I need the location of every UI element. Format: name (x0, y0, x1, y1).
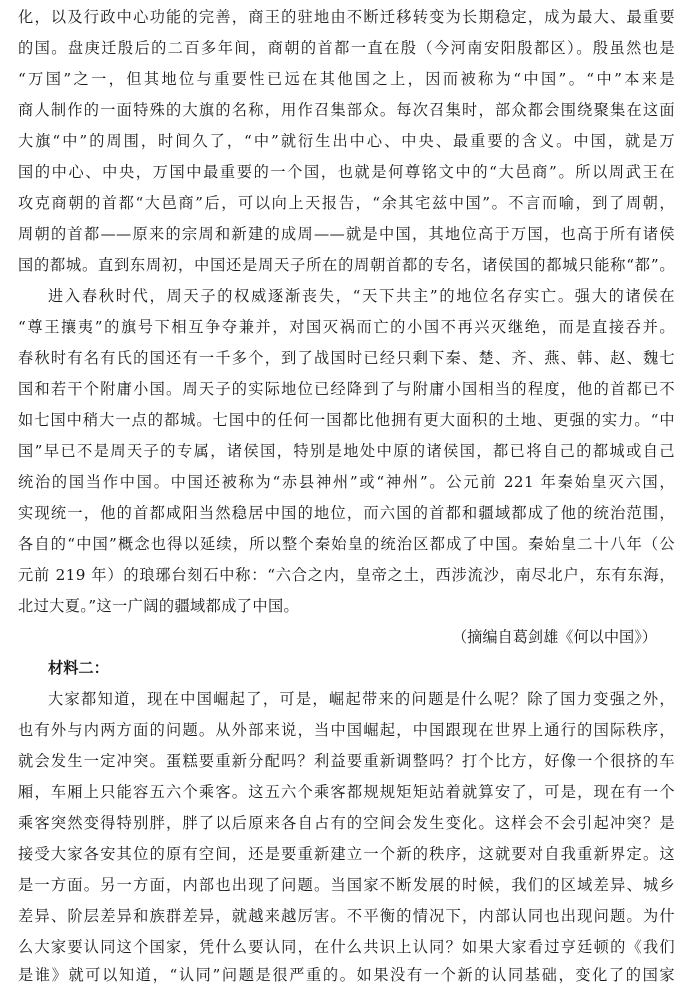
text-line: 是谁》就可以知道，“认同”问题是很严重的。如果没有一个新的认同基础，变化了的国家 (18, 966, 675, 984)
text-line: 差异、阶层差异和族群差异，就越来越厉害。不平衡的情况下，内部认同也出现问题。为什 (18, 907, 675, 925)
text-line: 也有外与内两方面的问题。从外部来说，当中国崛起，中国跟现在世界上通行的国际秩序， (18, 721, 675, 739)
text-line: 元前 219 年）的琅琊台刻石中称：“六合之内，皇帝之土，西涉流沙，南尽北户，东有东海， (18, 566, 675, 584)
text-line: 实现统一，他的首都咸阳当然稳居中国的地位，而六国的首都和疆域都成了他的统治范围， (18, 504, 675, 522)
text-line: 国和若干个附庸小国。周天子的实际地位已经降到了与附庸小国相当的程度，他的首都已不 (18, 380, 675, 398)
source-citation: （摘编自葛剑雄《何以中国》） (451, 628, 657, 646)
text-line: 么大家要认同这个国家，凭什么要认同，在什么共识上认同？如果大家看过亨廷顿的《我们 (18, 938, 675, 956)
text-line: 国的中心、中央，万国中最重要的一个国，也就是何尊铭文中的“大邑商”。所以周武王在 (18, 163, 675, 181)
paragraph-first-line: 进入春秋时代，周天子的权威逐渐丧失，“天下共主”的地位名存实亡。强大的诸侯在 (48, 287, 675, 305)
text-line: “万国”之一，但其地位与重要性已远在其他国之上，因而被称为“中国”。“中”本来是 (18, 70, 675, 88)
text-line: 大旗“中”的周围，时间久了，“中”就衍生出中心、中央、最重要的含义。中国，就是万 (18, 132, 675, 150)
text-line: 如七国中稍大一点的都城。七国中的任何一国都比他拥有更大面积的土地、更强的实力。“中 (18, 411, 675, 429)
text-line: 北过大夏。”这一广阔的疆域都成了中国。 (18, 597, 300, 615)
text-line: 国的都城。直到东周初，中国还是周天子所在的周朝首都的专名，诸侯国的都城只能称“都”。 (18, 256, 675, 274)
text-line: 厢，车厢上只能容五六个乘客。这五六个乘客都规规矩矩站着就算安了，可是，现在有一个 (18, 783, 675, 801)
text-line: 接受大家各安其位的原有空间，还是要重新建立一个新的秩序，这就要对自我重新界定。这 (18, 845, 675, 863)
text-line: 是一方面。另一方面，内部也出现了问题。当国家不断发展的时候，我们的区域差异、城乡 (18, 876, 675, 894)
text-line: 周朝的首都——原来的宗周和新建的成周——就是中国，其地位高于万国，也高于所有诸侯 (18, 225, 675, 243)
text-line: 的国。盘庚迁殷后的二百多年间，商朝的首都一直在殷（今河南安阳殷都区）。殷虽然也是 (18, 39, 675, 57)
text-line: 春秋时有名有氏的国还有一千多个，到了战国时已经只剩下秦、楚、齐、燕、韩、赵、魏七 (18, 349, 675, 367)
text-line: 攻克商朝的首都“大邑商”后，可以向上天报告，“余其宅兹中国”。不言而喻，到了周朝， (18, 194, 675, 212)
material-heading: 材料二： (48, 659, 109, 677)
text-line: 化，以及行政中心功能的完善，商王的驻地由不断迁移转变为长期稳定，成为最大、最重要 (18, 8, 675, 26)
text-line: 各自的“中国”概念也得以延续，所以整个秦始皇的统治区都成了中国。秦始皇二十八年（公 (18, 535, 675, 553)
text-line: 国”早已不是周天子的专属，诸侯国，特别是地处中原的诸侯国，都已将自己的都城或自己 (18, 442, 675, 460)
text-line: 就会发生一定冲突。蛋糕要重新分配吗？利益要重新调整吗？打个比方，好像一个很挤的车 (18, 752, 675, 770)
text-line: “尊王攘夷”的旗号下相互争夺兼并，对国灭祸而亡的小国不再兴灭继绝，而是直接吞并。 (18, 318, 675, 336)
text-line: 乘客突然变得特别胖，胖了以后原来各自占有的空间会发生变化。这样会不会引起冲突？是 (18, 814, 675, 832)
text-line: 商人制作的一面特殊的大旗的名称，用作召集部众。每次召集时，部众都会围绕聚集在这面 (18, 101, 675, 119)
text-line: 统治的国当作中国。中国还被称为“赤县神州”或“神州”。公元前 221 年秦始皇灭六国， (18, 473, 675, 491)
paragraph-first-line: 大家都知道，现在中国崛起了，可是，崛起带来的问题是什么呢？除了国力变强之外， (48, 690, 675, 708)
